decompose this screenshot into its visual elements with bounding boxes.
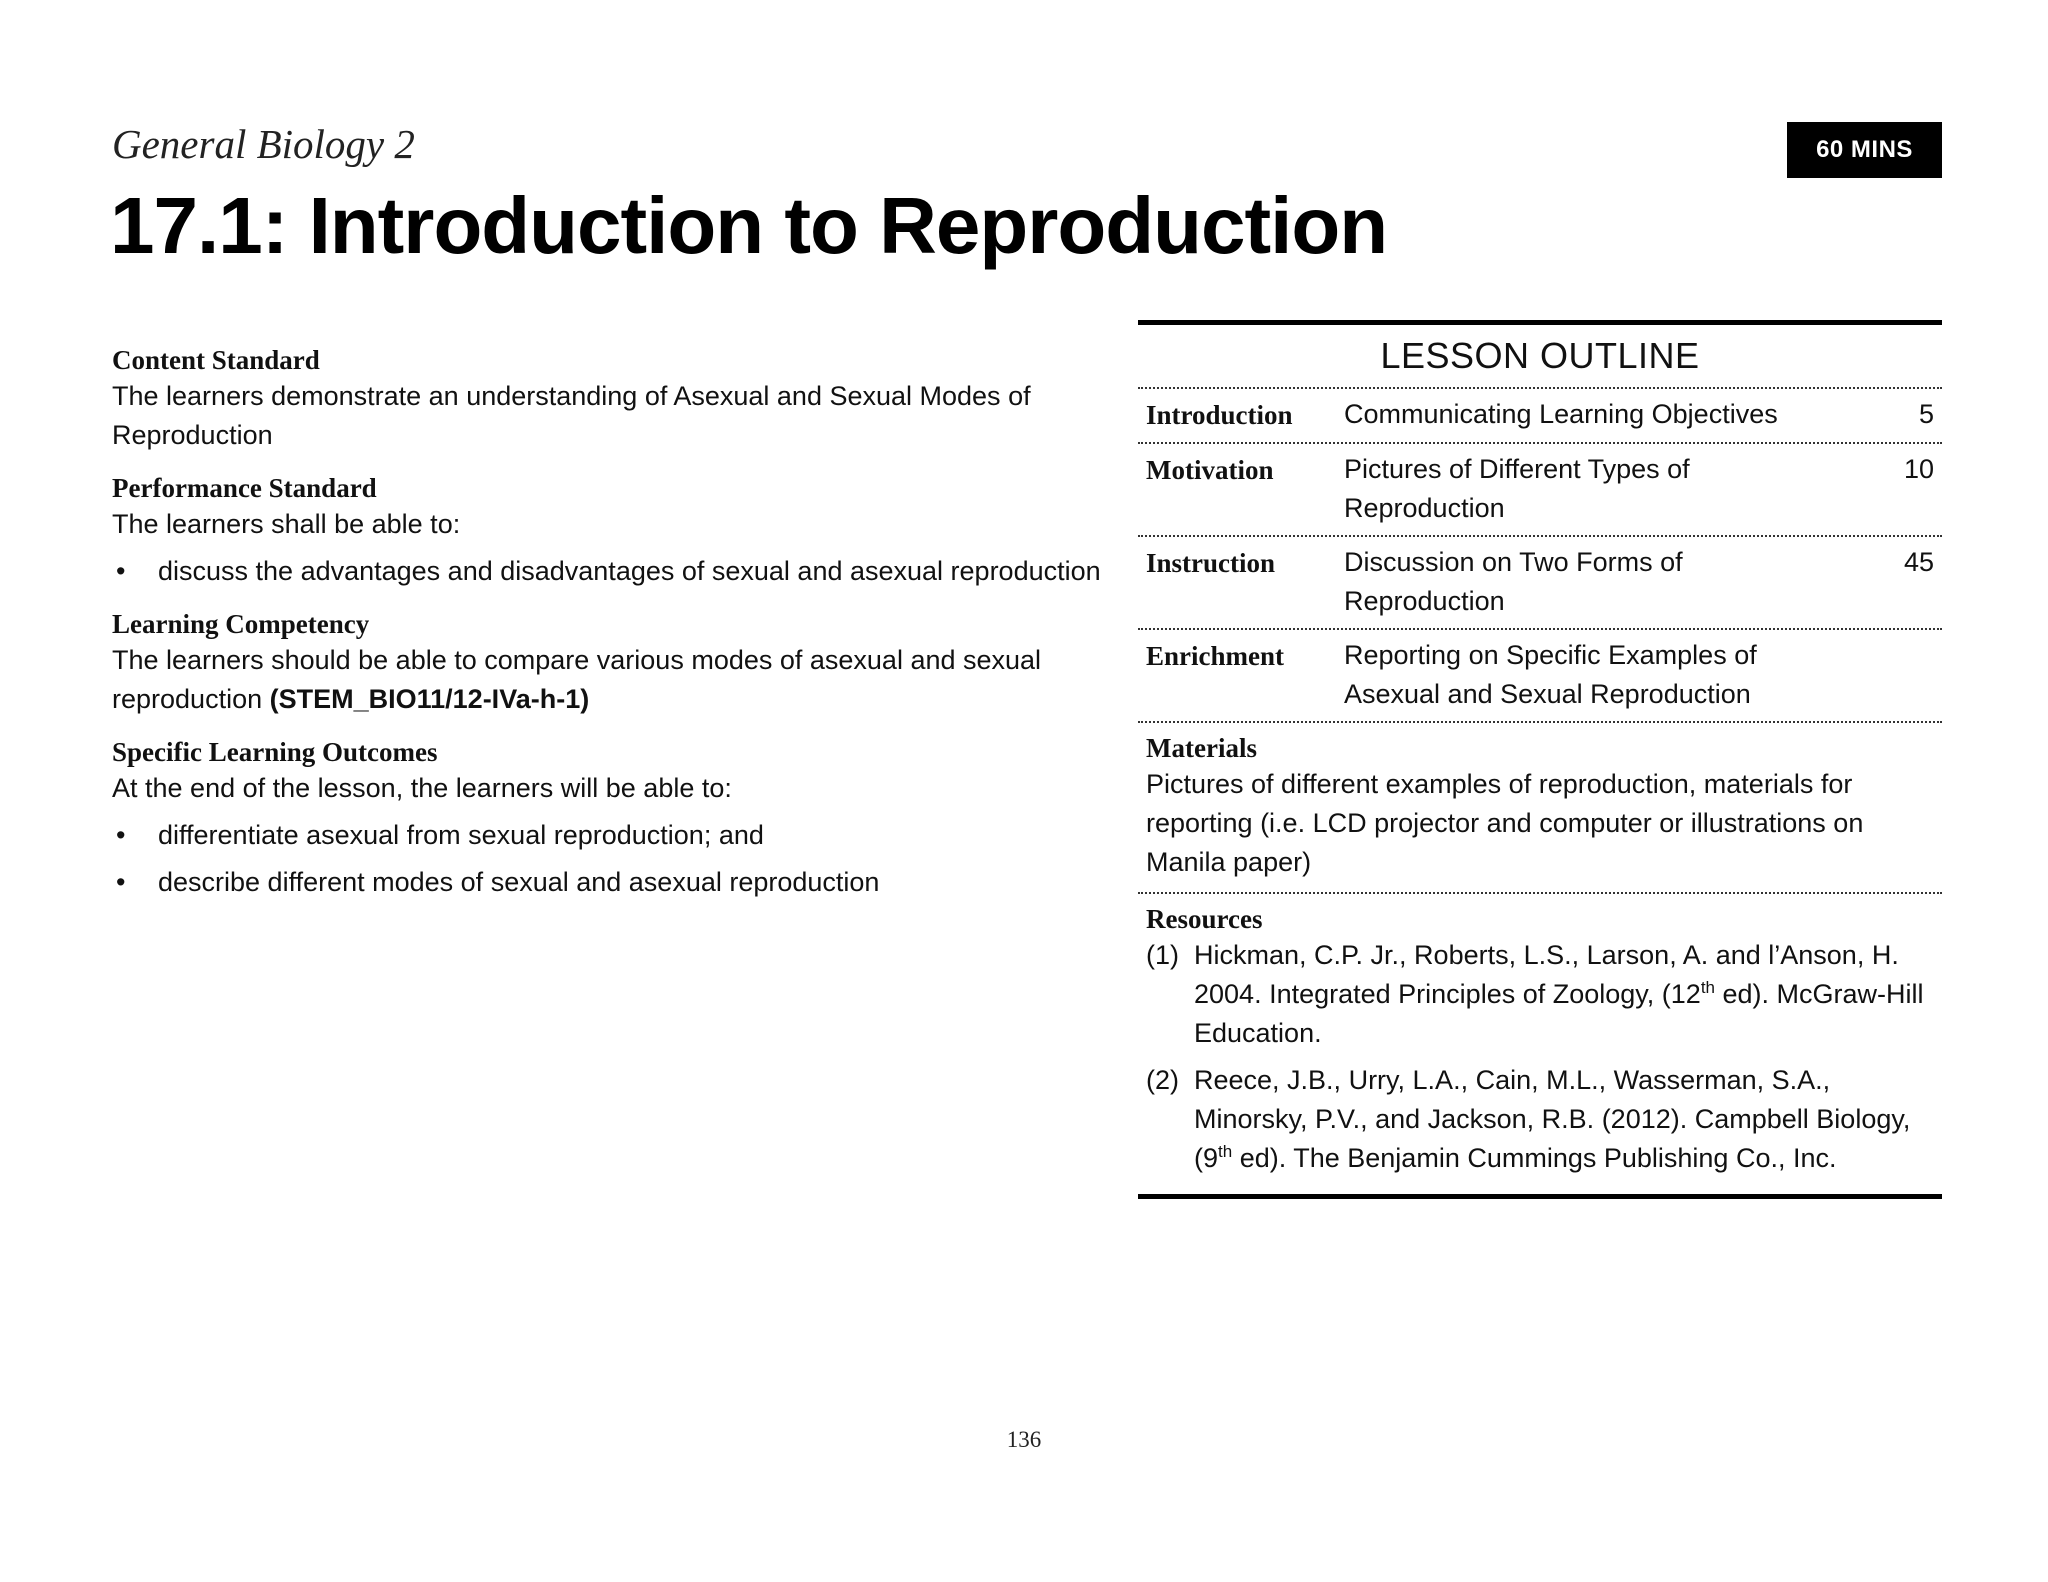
outline-phase: Motivation [1146,455,1274,485]
performance-standard-intro: The learners shall be able to: [112,509,461,539]
subject-label: General Biology 2 [112,121,415,167]
outline-activity: Discussion on Two Forms of Reproduction [1344,547,1683,616]
bullet-icon: • [116,556,126,586]
resource-superscript: th [1218,1142,1233,1161]
outline-activity: Reporting on Specific Examples of Asexual and Sexual Reproduction [1344,640,1757,709]
list-item [112,816,1112,855]
resource-text-end: ed). McGraw-Hill Education. [1194,979,1924,1048]
resource-number: (1) [1146,940,1179,970]
resource-number: (2) [1146,1065,1179,1095]
page-number: 136 [1006,1427,1042,1452]
outline-row [1138,630,1942,723]
list-item [1146,1061,1934,1178]
resource-superscript: th [1700,978,1715,997]
competency-code: (STEM_BIO11/12-IVa-h-1) [269,684,590,714]
resource-text: Reece, J.B., Urry, L.A., Cain, M.L., Wasserman, S.A., Minorsky, P.V., and Jackson, R.B. (2012). Campbell Biology, (9 [1194,1065,1911,1173]
outline-phase: Instruction [1146,548,1276,578]
list-item [1146,936,1934,1053]
lesson-outline-title: LESSON OUTLINE [1138,325,1942,389]
list-item [112,863,1112,902]
outline-activity: Communicating Learning Objectives [1344,399,1778,429]
standards-column [112,343,1112,910]
resources-section [1138,894,1942,1194]
outline-minutes: 5 [1918,399,1934,429]
resources-heading: Resources [1146,904,1263,934]
content-standard-text: The learners demonstrate an understanding of Asexual and Sexual Modes of Reproduction [112,381,1031,450]
lesson-outline-box [1138,320,1942,1199]
learning-competency-text [112,641,1112,719]
outline-minutes [1874,636,1934,714]
outline-row [1138,389,1942,444]
outline-row [1138,537,1942,630]
resource-text-end: ed). The Benjamin Cummings Publishing Co., Inc. [1232,1143,1837,1173]
outline-phase: Enrichment [1146,641,1284,671]
outline-minutes: 45 [1903,547,1934,577]
list-item [112,552,1112,591]
bullet-icon: • [116,867,126,897]
list-item-text: differentiate asexual from sexual reproduction; and [158,820,764,850]
learning-competency-body: The learners should be able to compare various modes of asexual and sexual reproduction [112,645,1042,714]
materials-heading: Materials [1146,733,1257,763]
learning-competency-heading: Learning Competency [112,609,370,639]
specific-outcomes-list [112,816,1112,902]
outline-activity: Pictures of Different Types of Reproduction [1344,454,1690,523]
resource-text: Hickman, C.P. Jr., Roberts, L.S., Larson, A. and l’Anson, H. 2004. Integrated Principles of Zoology, (12 [1194,940,1899,1009]
outline-phase: Introduction [1146,400,1293,430]
specific-outcomes-heading: Specific Learning Outcomes [112,737,438,767]
duration-badge: 60 MINS [1787,122,1942,178]
page-title: 17.1: Introduction to Reproduction [110,181,1388,270]
materials-text: Pictures of different examples of reproduction, materials for reporting (i.e. LCD projector and computer or illustrations on Manila paper) [1146,769,1864,877]
content-standard-heading: Content Standard [112,345,320,375]
bullet-icon: • [116,820,126,850]
list-item-text: describe different modes of sexual and asexual reproduction [158,867,880,897]
outline-row [1138,444,1942,537]
outline-minutes: 10 [1903,454,1934,484]
performance-standard-list [112,552,1112,591]
list-item-text: discuss the advantages and disadvantages of sexual and asexual reproduction [158,556,1101,586]
performance-standard-heading: Performance Standard [112,473,377,503]
resources-list [1146,936,1934,1178]
materials-section [1138,723,1942,894]
specific-outcomes-intro: At the end of the lesson, the learners will be able to: [112,773,732,803]
